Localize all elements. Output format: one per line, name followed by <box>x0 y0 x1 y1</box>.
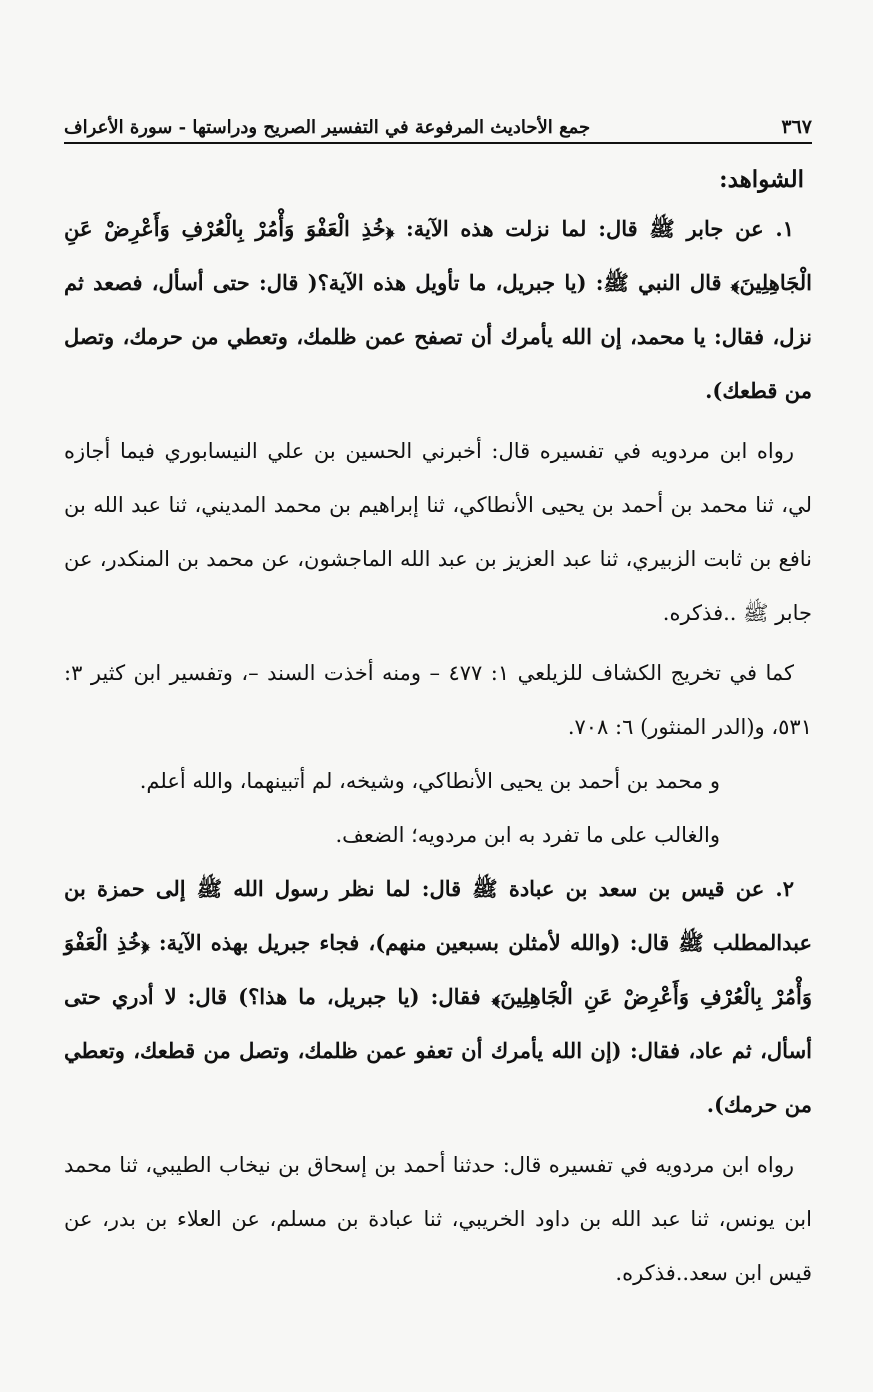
hadith-paragraph-2: ٢. عن قيس بن سعد بن عبادة ﷺ قال: لما نظر رسول الله ﷺ إلى حمزة بن عبدالمطلب ﷺ قال: (والله لأمثلن بسبعين منهم)، فجاء جبريل بهذه الآية: ﴿خُذِ الْعَفْوَ وَأْمُرْ بِالْعُرْفِ وَأَعْرِضْ عَنِ الْجَاهِلِينَ﴾ فقال: (يا جبريل، ما هذا؟) قال: لا أدري حتى أسأل، ثم عاد، فقال: (إن الله يأمرك أن تعفو عمن ظلمك، وتصل من قطعك، وتعطي من حرمك). <box>64 876 812 1117</box>
note-paragraph-1: و محمد بن أحمد بن يحيى الأنطاكي، وشيخه، لم أتبينهما، والله أعلم. <box>139 769 720 793</box>
hadith-paragraph-1: ١. عن جابر ﷺ قال: لما نزلت هذه الآية: ﴿خُذِ الْعَفْوَ وَأْمُرْ بِالْعُرْفِ وَأَعْرِضْ عَنِ الْجَاهِلِينَ﴾ قال النبي ﷺ: (يا جبريل، ما تأويل هذه الآية؟( قال: حتى أسأل، فصعد ثم نزل، فقال: يا محمد، إن الله يأمرك أن تصفح عمن ظلمك، وتعطي من حرمك، وتصل من قطعك). <box>64 216 812 403</box>
section-heading: الشواهد: <box>719 166 804 193</box>
page-body <box>64 158 812 1300</box>
reference-paragraph-1: كما في تخريج الكشاف للزيلعي ١: ٤٧٧ – ومنه أخذت السند –، وتفسير ابن كثير ٣: ٥٣١، و(الدر المنثور) ٦: ٧٠٨. <box>64 661 812 739</box>
running-title: جمع الأحاديث المرفوعة في التفسير الصريح ودراستها - سورة الأعراف <box>64 117 591 138</box>
takhrij-paragraph-2: رواه ابن مردويه في تفسيره قال: حدثنا أحمد بن إسحاق بن نيخاب الطيبي، ثنا محمد ابن يونس، ثنا عبد الله بن داود الخريبي، ثنا عبادة بن مسلم، عن العلاء بن بدر، عن قيس ابن سعد..فذكره. <box>64 1153 812 1285</box>
note-paragraph-2: والغالب على ما تفرد به ابن مردويه؛ الضعف. <box>335 823 720 847</box>
takhrij-paragraph-1: رواه ابن مردويه في تفسيره قال: أخبرني الحسين بن علي النيسابوري فيما أجازه لي، ثنا محمد بن أحمد بن يحيى الأنطاكي، ثنا إبراهيم بن محمد المديني، ثنا عبد الله بن نافع بن ثابت الزبيري، ثنا عبد العزيز بن عبد الله الماجشون، عن محمد بن المنكدر، عن جابر ﷺ ..فذكره. <box>64 439 812 625</box>
page-number: ٣٦٧ <box>781 116 812 138</box>
running-header <box>64 112 812 144</box>
